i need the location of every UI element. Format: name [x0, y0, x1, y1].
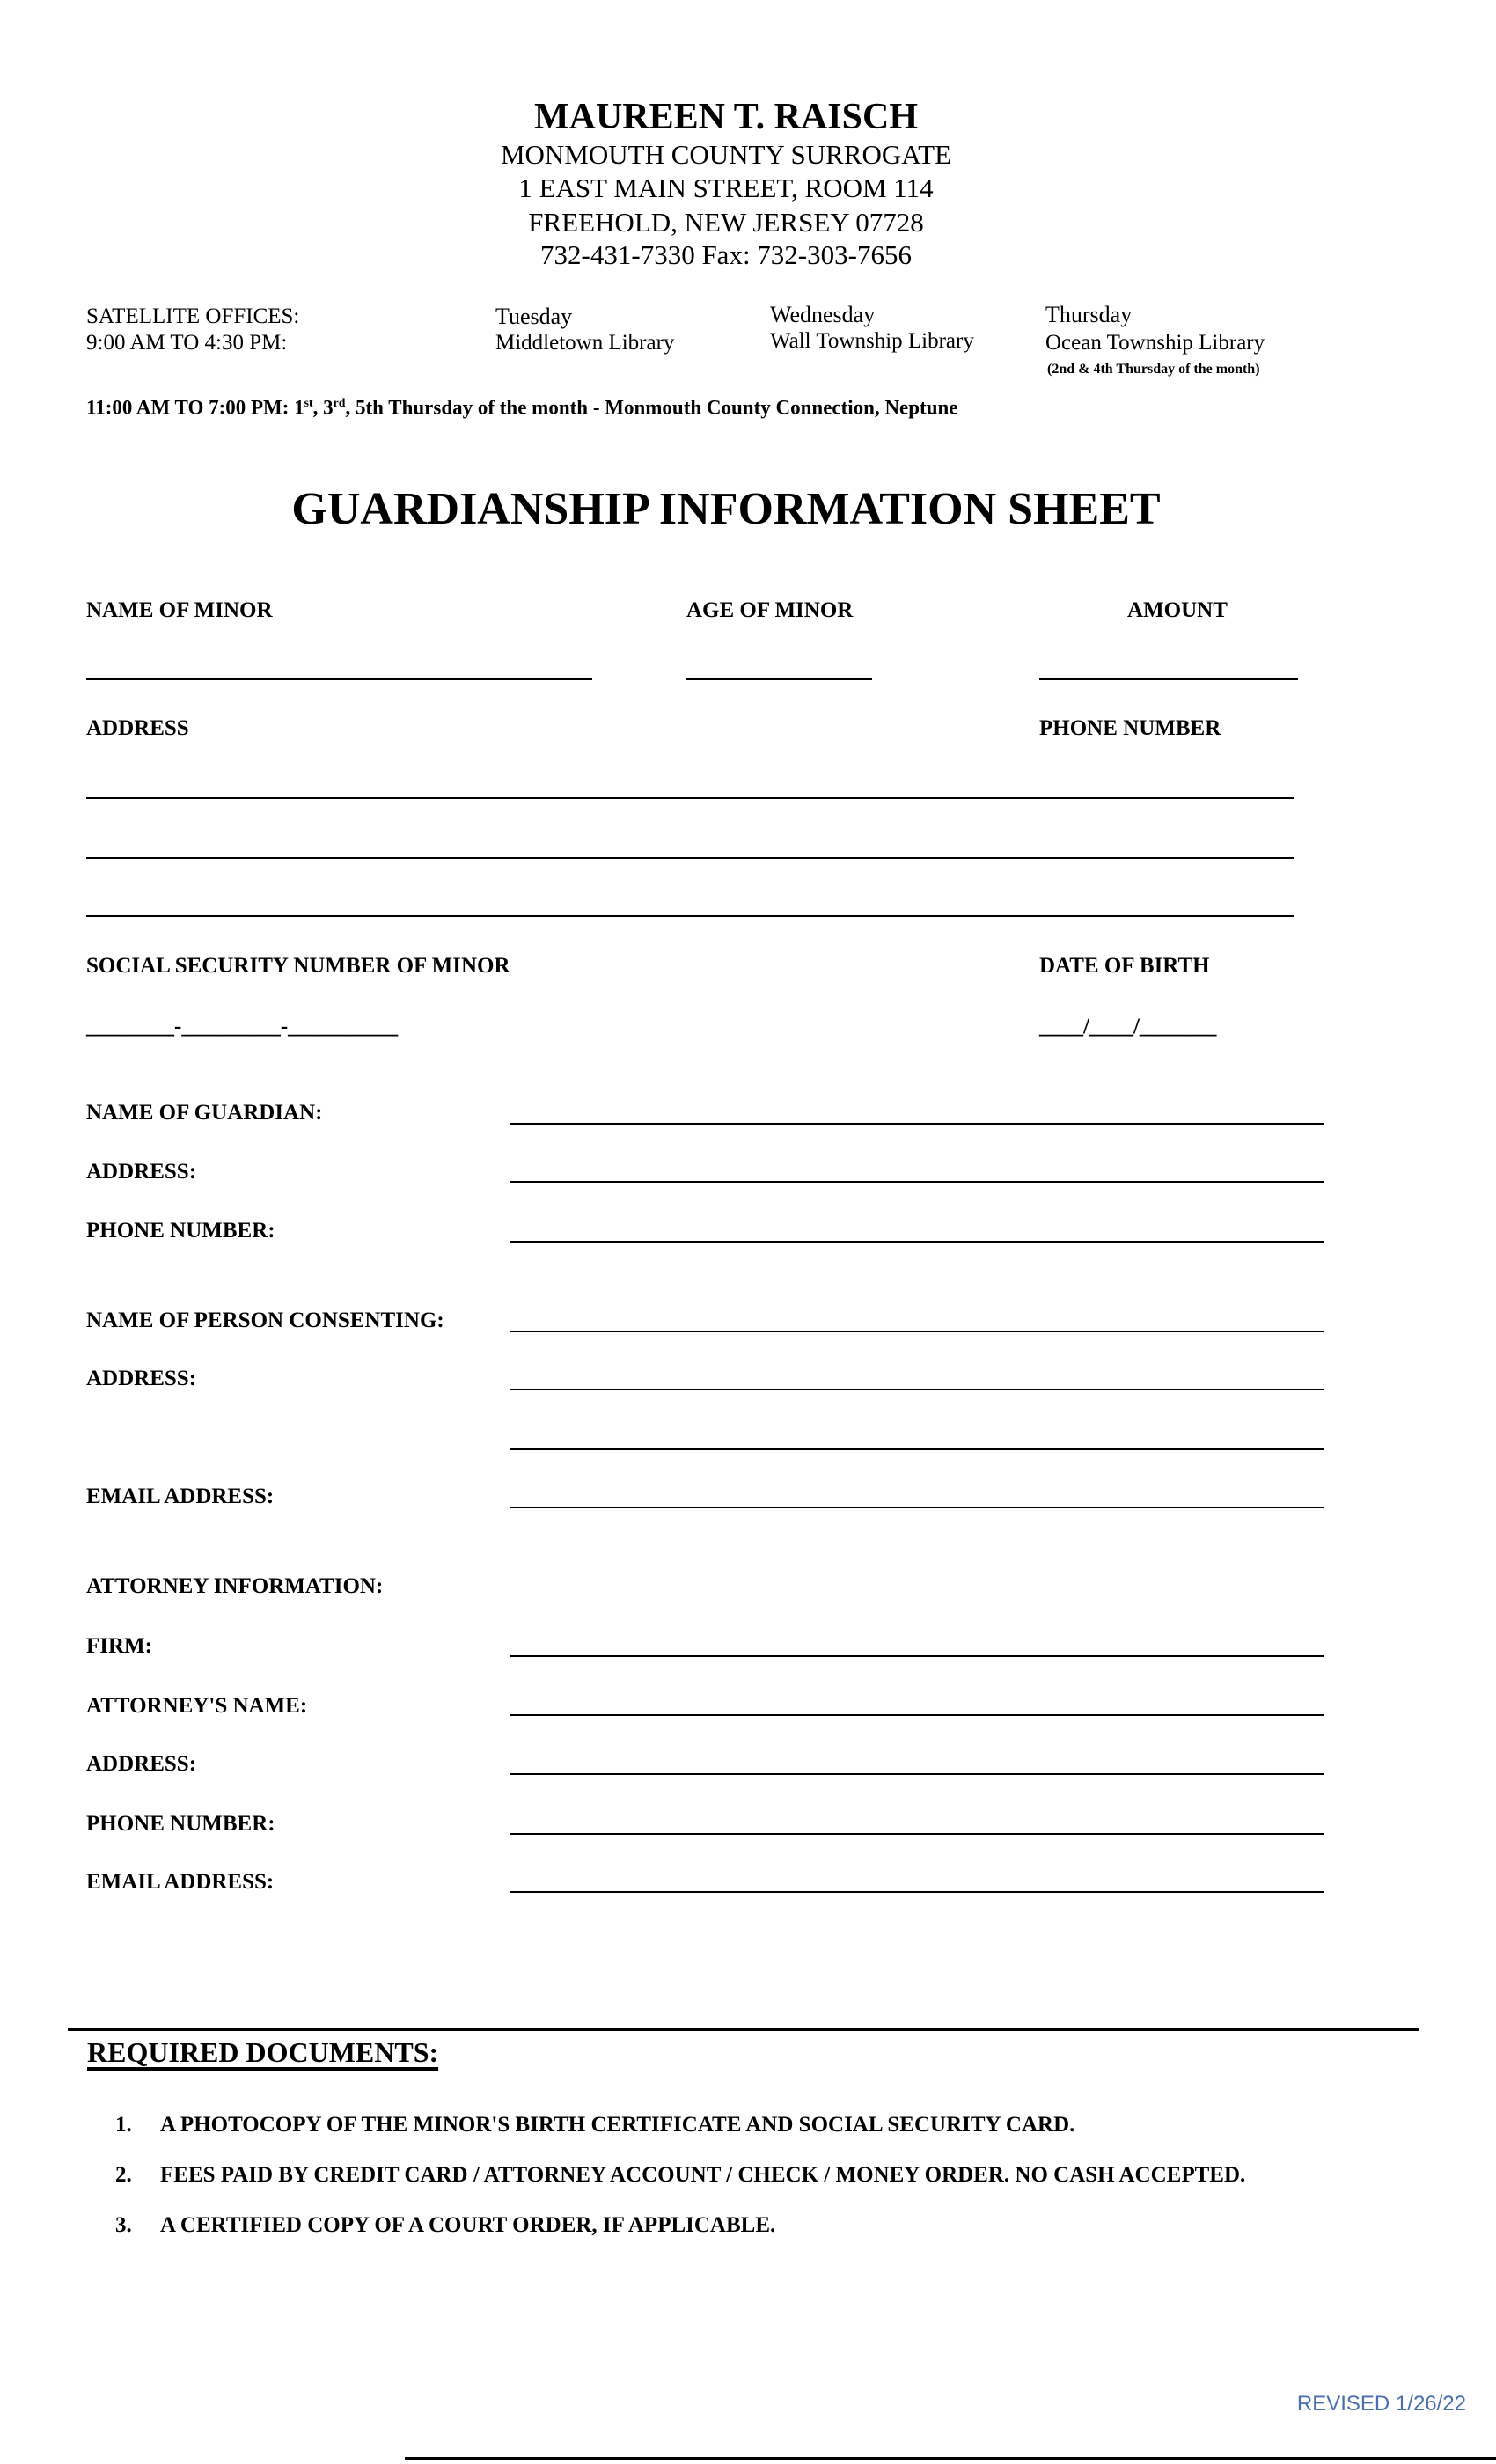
address-label: ADDRESS [86, 716, 189, 740]
attorney-address-field[interactable] [510, 1773, 1324, 1775]
name-of-minor-label: NAME OF MINOR [86, 598, 273, 622]
dob-label: DATE OF BIRTH [1039, 954, 1210, 978]
required-documents-heading: REQUIRED DOCUMENTS: [87, 2036, 439, 2068]
satellite-day-tuesday: Tuesday [495, 304, 573, 329]
office-city: FREEHOLD, NEW JERSEY 07728 [528, 207, 924, 238]
surrogate-name: MAUREEN T. RAISCH [534, 97, 918, 137]
address-field-line-1[interactable] [86, 797, 1294, 799]
required-item-text: A CERTIFIED COPY OF A COURT ORDER, IF APPLICABLE. [160, 2213, 776, 2237]
amount-label: AMOUNT [1127, 598, 1228, 622]
satellite-label: SATELLITE OFFICES: [86, 304, 300, 328]
attorney-firm-field[interactable] [510, 1655, 1324, 1657]
revised-date: REVISED 1/26/22 [1296, 2392, 1466, 2416]
satellite-day-wednesday: Wednesday [770, 302, 876, 327]
ssn-label: SOCIAL SECURITY NUMBER OF MINOR [86, 954, 510, 978]
satellite-location-thursday: Ocean Township Library [1045, 331, 1265, 355]
attorney-phone-field[interactable] [510, 1833, 1324, 1835]
attorney-address-label: ADDRESS: [86, 1752, 197, 1776]
consenting-email-label: EMAIL ADDRESS: [86, 1485, 275, 1508]
required-item-number: 3. [115, 2213, 132, 2237]
ssn-field[interactable]: ________-_________-__________ [86, 1015, 399, 1038]
attorney-name-field[interactable] [510, 1714, 1324, 1716]
office-street: 1 EAST MAIN STREET, ROOM 114 [518, 172, 934, 203]
guardian-phone-label: PHONE NUMBER: [86, 1219, 275, 1243]
guardian-address-label: ADDRESS: [86, 1160, 197, 1184]
age-of-minor-label: AGE OF MINOR [686, 598, 854, 622]
satellite-location-wednesday: Wall Township Library [770, 329, 974, 353]
office-title: MONMOUTH COUNTY SURROGATE [500, 139, 952, 170]
consenting-name-label: NAME OF PERSON CONSENTING: [86, 1309, 444, 1332]
attorney-firm-label: FIRM: [86, 1634, 152, 1658]
office-phones: 732-431-7330 Fax: 732-303-7656 [540, 239, 912, 270]
attorney-email-label: EMAIL ADDRESS: [86, 1870, 275, 1894]
satellite-location-tuesday: Middletown Library [495, 331, 675, 355]
consenting-address-field-2[interactable] [510, 1448, 1324, 1450]
guardian-name-field[interactable] [510, 1123, 1324, 1125]
satellite-day-thursday: Thursday [1045, 302, 1133, 327]
consenting-email-field[interactable] [510, 1507, 1324, 1508]
address-field-line-3[interactable] [86, 915, 1294, 917]
attorney-heading: ATTORNEY INFORMATION: [86, 1574, 384, 1598]
dob-field[interactable]: ____/____/_______ [1039, 1015, 1217, 1038]
guardian-phone-field[interactable] [510, 1241, 1324, 1243]
attorney-phone-label: PHONE NUMBER: [86, 1812, 275, 1836]
section-divider [68, 2028, 1419, 2031]
guardian-name-label: NAME OF GUARDIAN: [86, 1101, 323, 1125]
required-item-text: FEES PAID BY CREDIT CARD / ATTORNEY ACCOUNT / CHECK / MONEY ORDER. NO CASH ACCEPTED. [160, 2163, 1246, 2187]
attorney-email-field[interactable] [510, 1891, 1324, 1893]
evening-hours: 11:00 AM TO 7:00 PM: 1st, 3rd, 5th Thursday of the month - Monmouth County Connection, Neptune [86, 396, 958, 419]
age-of-minor-field[interactable] [686, 678, 872, 680]
footer-rule [405, 2457, 1496, 2460]
consenting-address-label: ADDRESS: [86, 1367, 197, 1390]
guardian-address-field[interactable] [510, 1181, 1324, 1183]
address-field-line-2[interactable] [86, 857, 1294, 859]
satellite-hours: 9:00 AM TO 4:30 PM: [86, 331, 288, 355]
amount-field[interactable] [1039, 678, 1298, 680]
attorney-name-label: ATTORNEY'S NAME: [86, 1694, 308, 1718]
required-item-number: 2. [115, 2163, 132, 2187]
required-item-text: A PHOTOCOPY OF THE MINOR'S BIRTH CERTIFICATE AND SOCIAL SECURITY CARD. [160, 2113, 1075, 2137]
form-title: GUARDIANSHIP INFORMATION SHEET [291, 484, 1161, 534]
satellite-thursday-note: (2nd & 4th Thursday of the month) [1047, 362, 1260, 377]
required-item-number: 1. [115, 2113, 132, 2137]
name-of-minor-field[interactable] [86, 678, 592, 680]
consenting-address-field-1[interactable] [510, 1389, 1324, 1390]
consenting-name-field[interactable] [510, 1331, 1324, 1332]
phone-number-label: PHONE NUMBER [1039, 716, 1221, 740]
